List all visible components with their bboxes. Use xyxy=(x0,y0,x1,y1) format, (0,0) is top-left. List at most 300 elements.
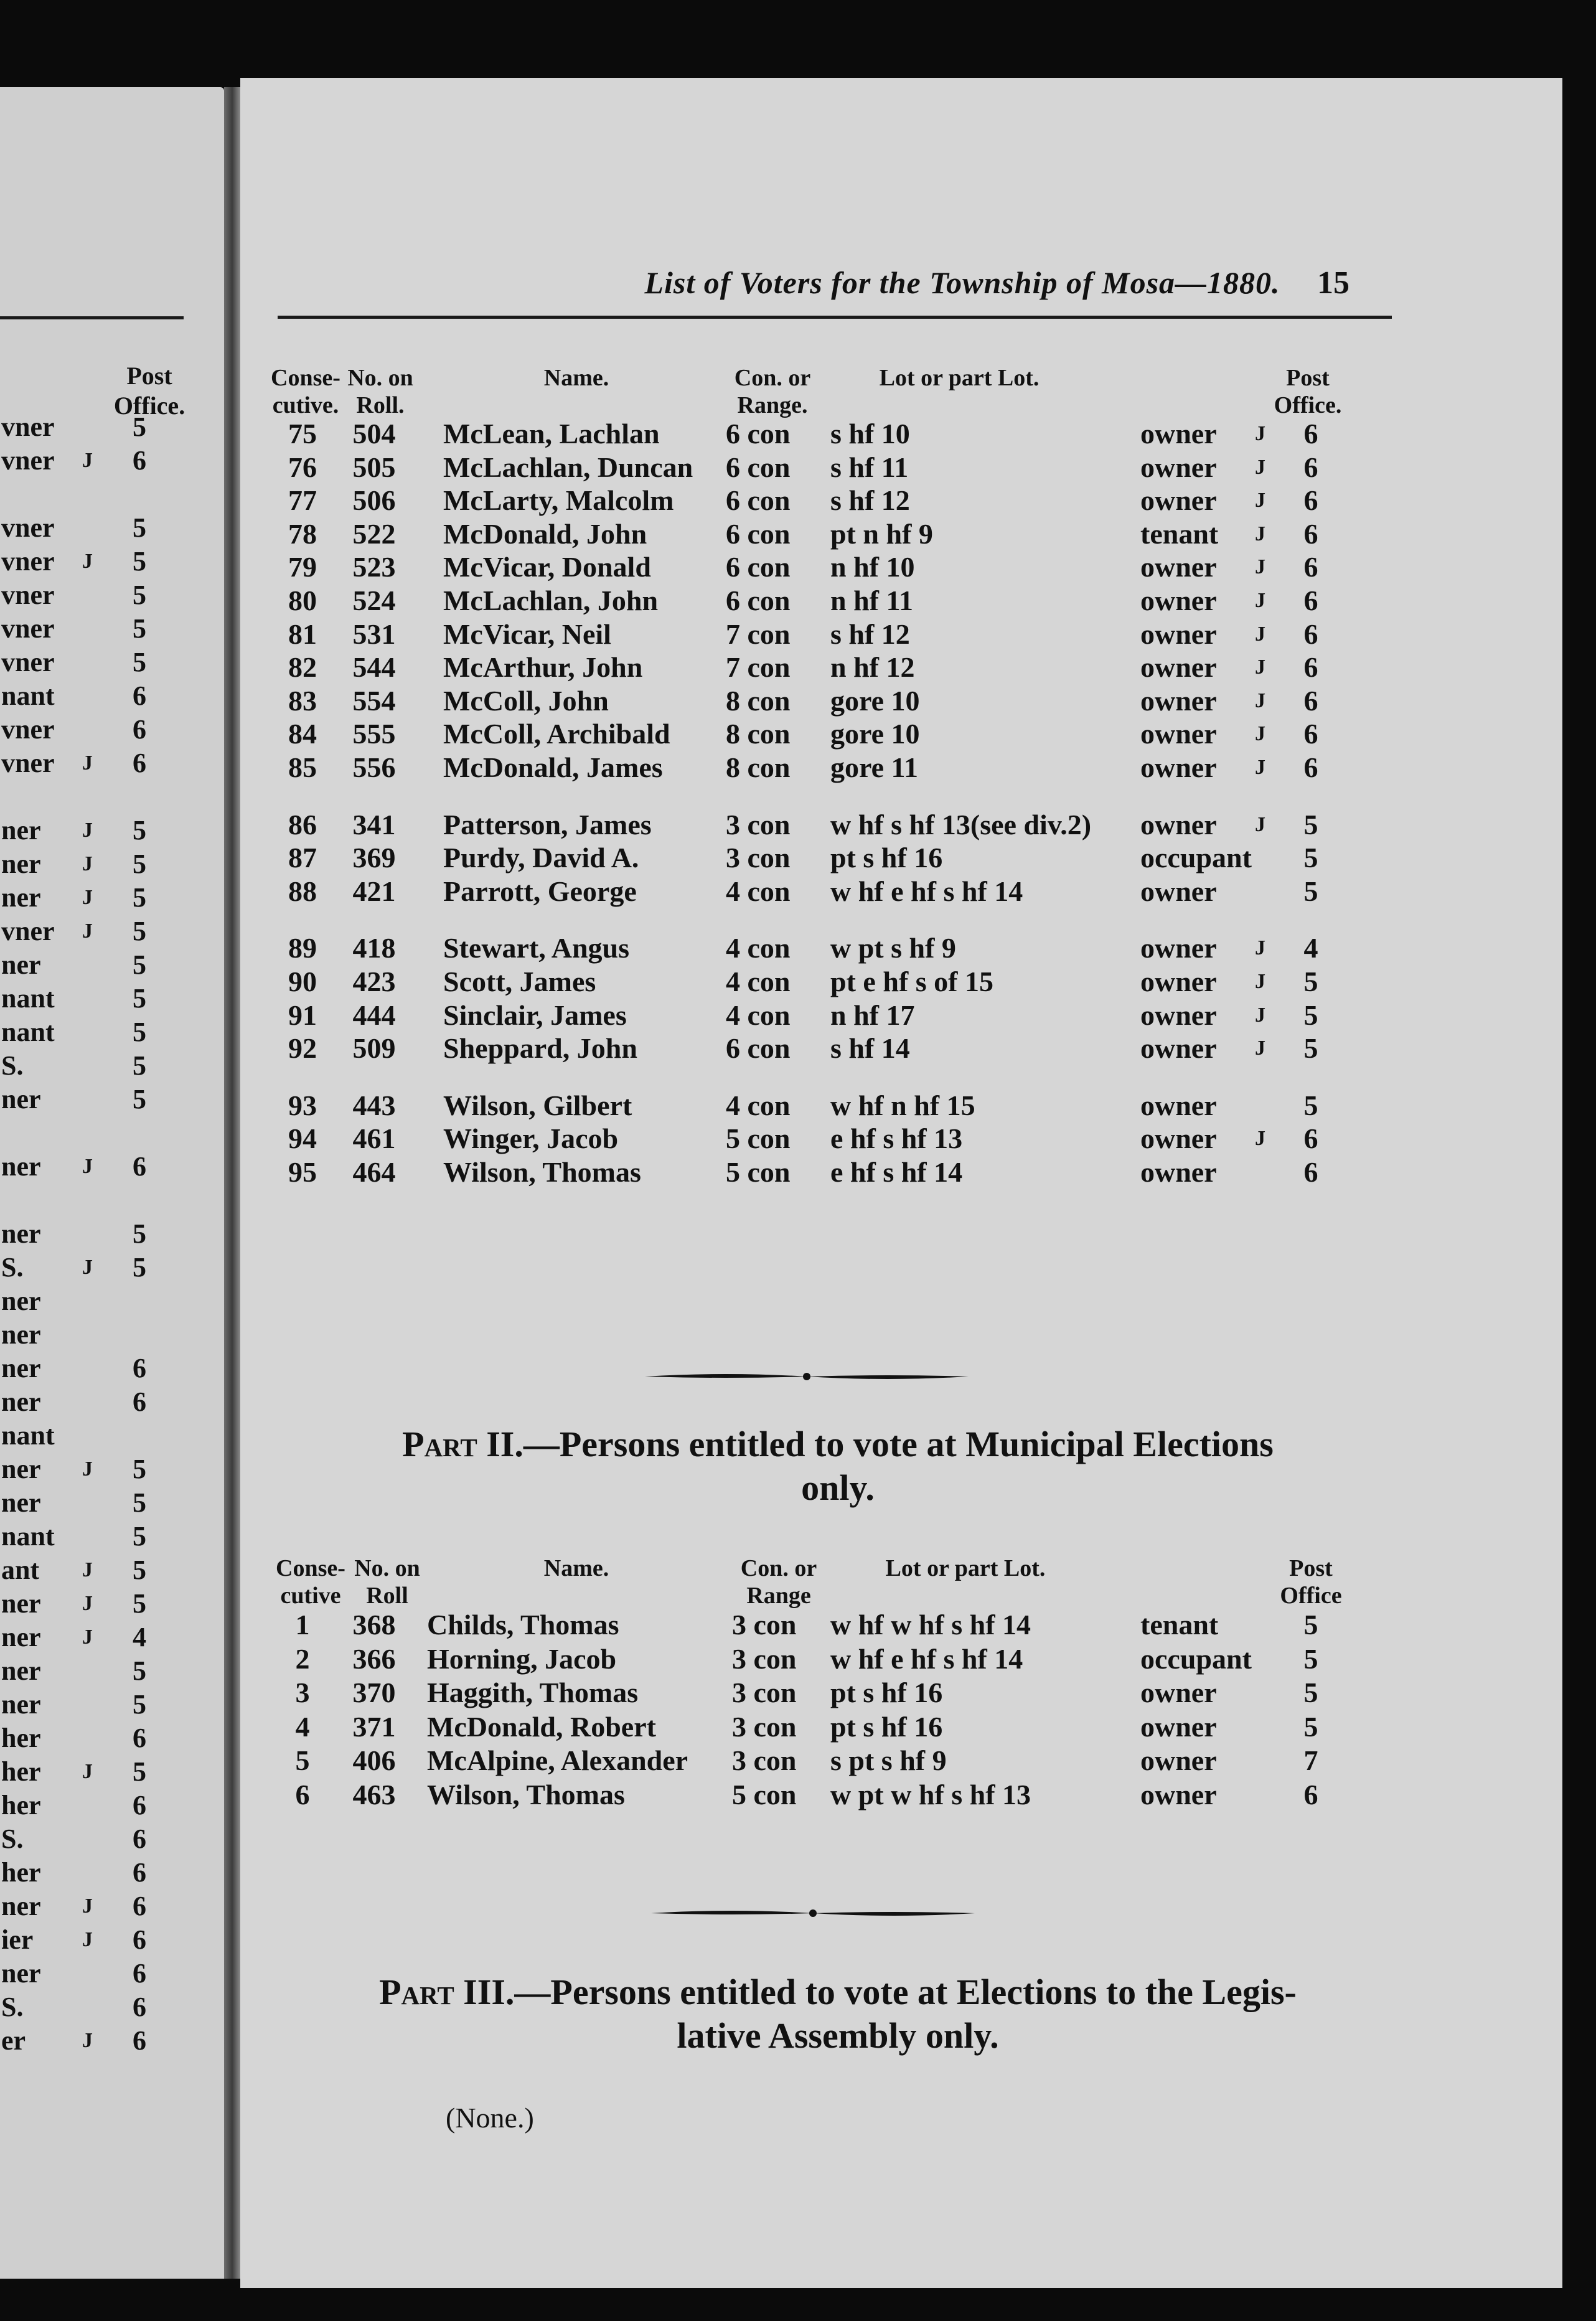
p2-header-lot-text: Lot or part Lot. xyxy=(885,1555,1046,1581)
voter-name: McVicar, Neil xyxy=(443,618,611,650)
voter-name: McVicar, Donald xyxy=(443,551,651,583)
lot-description: e hf s hf 14 xyxy=(830,1156,963,1188)
lot-description: gore 10 xyxy=(830,684,920,717)
left-row-status: vner xyxy=(1,546,55,577)
concession: 6 con xyxy=(726,517,791,550)
left-page-row xyxy=(0,1756,212,1788)
lot-description: w hf e hf s hf 14 xyxy=(830,1642,1023,1675)
left-row-status: her xyxy=(1,1857,41,1888)
lot-description: s hf 12 xyxy=(830,484,910,517)
voter-name: Purdy, David A. xyxy=(443,842,639,874)
left-page-row xyxy=(0,1655,212,1687)
roll-number: 555 xyxy=(352,718,396,750)
voter-status: owner xyxy=(1140,484,1217,517)
left-page-row xyxy=(0,1184,212,1217)
left-row-status: vner xyxy=(1,412,55,442)
left-row-post-office: 5 xyxy=(133,1218,146,1249)
concession: 6 con xyxy=(726,484,791,517)
lot-description: w pt w hf s hf 13 xyxy=(830,1778,1031,1810)
left-page-row xyxy=(0,613,212,645)
juror-flag: J xyxy=(1255,1127,1265,1151)
post-office: 5 xyxy=(1303,1677,1318,1708)
voter-row xyxy=(240,1032,1562,1065)
lot-description: w hf s hf 13(see div.2) xyxy=(830,808,1092,840)
left-page-row xyxy=(0,1251,212,1284)
p2-header-post xyxy=(1274,1555,1348,1609)
roll-number: 523 xyxy=(352,551,396,583)
roll-number: 341 xyxy=(352,808,396,840)
voter-row xyxy=(240,651,1562,684)
consecutive-number: 90 xyxy=(288,966,317,997)
post-office: 6 xyxy=(1303,1123,1318,1155)
voter-status: owner xyxy=(1140,651,1217,684)
concession: 7 con xyxy=(726,651,791,684)
voter-status: owner xyxy=(1140,1744,1217,1776)
left-row-post-office: 5 xyxy=(133,1521,146,1551)
left-page-row xyxy=(0,1487,212,1519)
post-office: 6 xyxy=(1303,751,1318,783)
voter-status: owner xyxy=(1140,618,1217,650)
voter-row xyxy=(240,451,1562,484)
left-page-row xyxy=(0,1789,212,1822)
left-row-post-office: 6 xyxy=(133,1824,146,1854)
p2-header-name-text: Name. xyxy=(543,1555,609,1581)
p1-header-lot-text: Lot or part Lot. xyxy=(879,365,1040,391)
concession: 4 con xyxy=(726,1089,791,1121)
municipal-voter-row xyxy=(240,1778,1562,1812)
post-office: 6 xyxy=(1303,451,1318,483)
left-row-juror-flag: J xyxy=(82,1760,93,1783)
left-row-status: S. xyxy=(1,1252,24,1283)
post-office: 5 xyxy=(1303,808,1318,840)
left-row-post-office: 6 xyxy=(133,445,146,476)
left-row-post-office: 5 xyxy=(133,916,146,946)
roll-number: 369 xyxy=(352,842,396,874)
juror-flag: J xyxy=(1255,555,1265,579)
juror-flag: J xyxy=(1255,1037,1265,1060)
left-row-post-office: 5 xyxy=(133,1555,146,1585)
left-page-row xyxy=(0,478,212,511)
roll-number: 556 xyxy=(352,751,396,783)
consecutive-number: 77 xyxy=(288,484,317,517)
left-row-post-office: 6 xyxy=(133,1924,146,1955)
roll-number: 418 xyxy=(352,932,396,964)
p1-header-con-text: Con. or Range. xyxy=(734,365,811,418)
concession: 5 con xyxy=(726,1123,791,1155)
p1-header-consecutive xyxy=(265,364,346,419)
consecutive-number: 2 xyxy=(295,1642,310,1675)
concession: 8 con xyxy=(726,684,791,717)
left-row-status: nant xyxy=(1,1521,55,1551)
left-row-post-office: 5 xyxy=(133,983,146,1014)
left-row-status: vner xyxy=(1,512,55,543)
consecutive-number: 78 xyxy=(288,517,317,550)
p1-header-post xyxy=(1267,364,1348,419)
post-office: 5 xyxy=(1303,1710,1318,1743)
post-office: 5 xyxy=(1303,875,1318,907)
consecutive-number: 87 xyxy=(288,842,317,874)
left-row-juror-flag: J xyxy=(82,819,93,842)
left-row-post-office: 6 xyxy=(133,2025,146,2056)
ornament-2-dot xyxy=(809,1909,817,1917)
left-row-status: ner xyxy=(1,882,41,913)
roll-number: 370 xyxy=(352,1677,396,1708)
left-row-status: ner xyxy=(1,1319,41,1350)
left-page-row xyxy=(0,411,212,443)
post-office: 5 xyxy=(1303,1089,1318,1121)
left-row-status: vner xyxy=(1,647,55,677)
voter-row xyxy=(240,484,1562,517)
voter-status: occupant xyxy=(1140,1642,1252,1675)
voter-status: owner xyxy=(1140,451,1217,483)
voter-name: McLarty, Malcolm xyxy=(443,484,674,517)
lot-description: s pt s hf 9 xyxy=(830,1744,947,1776)
concession: 3 con xyxy=(726,808,791,840)
part3-title xyxy=(278,1970,1398,2058)
left-row-juror-flag: J xyxy=(82,550,93,573)
consecutive-number: 91 xyxy=(288,999,317,1031)
left-row-status: S. xyxy=(1,1992,24,2022)
roll-number: 421 xyxy=(352,875,396,907)
left-row-post-office: 5 xyxy=(133,949,146,980)
post-office: 7 xyxy=(1303,1744,1318,1776)
left-page-row xyxy=(0,1319,212,1351)
voter-status: owner xyxy=(1140,1032,1217,1065)
left-page-row xyxy=(0,579,212,611)
municipal-voter-row xyxy=(240,1608,1562,1642)
post-office: 6 xyxy=(1303,684,1318,717)
left-page-row xyxy=(0,1991,212,2023)
ornament-rule-2 xyxy=(651,1907,975,1919)
voter-name: McLean, Lachlan xyxy=(443,418,660,450)
juror-flag: J xyxy=(1255,689,1265,712)
consecutive-number: 6 xyxy=(295,1778,310,1810)
left-row-post-office: 6 xyxy=(133,1891,146,1921)
left-row-status: ner xyxy=(1,1689,41,1720)
concession: 6 con xyxy=(726,585,791,616)
concession: 8 con xyxy=(726,751,791,783)
left-page-row xyxy=(0,781,212,813)
voter-name: Wilson, Gilbert xyxy=(443,1089,632,1121)
roll-number: 371 xyxy=(352,1710,396,1743)
voter-name: McAlpine, Alexander xyxy=(427,1744,688,1776)
left-page-row xyxy=(0,1890,212,1923)
roll-number: 504 xyxy=(352,418,396,450)
voter-status: owner xyxy=(1140,808,1217,840)
left-row-status: her xyxy=(1,1723,41,1753)
left-row-post-office: 5 xyxy=(133,815,146,845)
left-page-row xyxy=(0,1386,212,1418)
concession: 4 con xyxy=(726,966,791,997)
left-row-status: ner xyxy=(1,1353,41,1383)
concession: 4 con xyxy=(726,999,791,1031)
concession: 4 con xyxy=(726,875,791,907)
voter-name: McDonald, Robert xyxy=(427,1710,656,1743)
juror-flag: J xyxy=(1255,756,1265,779)
left-page-row xyxy=(0,1419,212,1452)
juror-flag: J xyxy=(1255,1003,1265,1027)
p2-header-roll xyxy=(350,1555,425,1609)
voter-name: Scott, James xyxy=(443,966,596,997)
voters-list-page xyxy=(240,78,1562,2288)
left-row-status: ant xyxy=(1,1555,40,1585)
juror-flag: J xyxy=(1255,455,1265,479)
p1-header-cons-text: Conse- cutive. xyxy=(271,365,340,418)
voter-status: tenant xyxy=(1140,1609,1219,1641)
lot-description: n hf 12 xyxy=(830,651,915,684)
left-row-status: ner xyxy=(1,1286,41,1316)
left-page-row xyxy=(0,545,212,578)
left-row-status: ner xyxy=(1,1084,41,1114)
left-row-post-office: 5 xyxy=(133,1050,146,1081)
voter-name: McColl, John xyxy=(443,684,609,717)
left-page-row xyxy=(0,1453,212,1485)
voter-name: Childs, Thomas xyxy=(427,1609,619,1641)
consecutive-number: 89 xyxy=(288,932,317,964)
left-row-post-office: 6 xyxy=(133,1386,146,1417)
p2-header-con-text: Con. or Range xyxy=(740,1555,817,1609)
voter-status: owner xyxy=(1140,966,1217,997)
left-row-post-office: 6 xyxy=(133,1992,146,2022)
voter-row xyxy=(240,751,1562,784)
left-page-row xyxy=(0,1957,212,1990)
lot-description: pt s hf 16 xyxy=(830,1677,943,1708)
voter-row xyxy=(240,417,1562,451)
left-page-row xyxy=(0,1520,212,1553)
voter-row xyxy=(240,618,1562,651)
left-row-juror-flag: J xyxy=(82,1928,93,1951)
voter-name: McColl, Archibald xyxy=(443,718,670,750)
voter-name: McLachlan, John xyxy=(443,585,659,616)
left-row-post-office: 5 xyxy=(133,580,146,610)
voter-row xyxy=(240,808,1562,842)
left-row-juror-flag: J xyxy=(82,1155,93,1178)
left-row-post-office: 5 xyxy=(133,1756,146,1787)
post-office: 6 xyxy=(1303,651,1318,684)
post-office: 6 xyxy=(1303,1778,1318,1810)
lot-description: e hf s hf 13 xyxy=(830,1123,963,1155)
concession: 3 con xyxy=(732,1609,797,1641)
roll-number: 509 xyxy=(352,1032,396,1065)
voter-status: owner xyxy=(1140,751,1217,783)
lot-description: n hf 11 xyxy=(830,585,913,616)
voter-name: McArthur, John xyxy=(443,651,643,684)
left-row-status: her xyxy=(1,1790,41,1820)
concession: 3 con xyxy=(732,1642,797,1675)
part3-title-rest: —Persons entitled to vote at Elections to the Legis- xyxy=(514,1972,1297,2012)
lot-description: gore 11 xyxy=(830,751,918,783)
post-office: 5 xyxy=(1303,1609,1318,1641)
voter-status: owner xyxy=(1140,875,1217,907)
voter-row xyxy=(240,965,1562,999)
left-row-post-office: 5 xyxy=(133,1252,146,1283)
left-row-post-office: 6 xyxy=(133,1723,146,1753)
roll-number: 524 xyxy=(352,585,396,616)
voter-name: Horning, Jacob xyxy=(427,1642,617,1675)
left-facing-page xyxy=(0,87,224,2279)
voter-status: owner xyxy=(1140,718,1217,750)
left-row-post-office: 6 xyxy=(133,1790,146,1820)
voter-name: Stewart, Angus xyxy=(443,932,630,964)
part2-title-lead: Part II. xyxy=(402,1424,523,1464)
voter-name: McDonald, James xyxy=(443,751,663,783)
consecutive-number: 81 xyxy=(288,618,317,650)
lot-description: pt n hf 9 xyxy=(830,517,933,550)
concession: 8 con xyxy=(726,718,791,750)
post-office: 5 xyxy=(1303,842,1318,874)
post-office: 6 xyxy=(1303,551,1318,583)
post-office: 6 xyxy=(1303,418,1318,450)
book-gutter xyxy=(224,87,240,2279)
roll-number: 366 xyxy=(352,1642,396,1675)
municipal-voter-row xyxy=(240,1744,1562,1777)
left-row-status: nant xyxy=(1,1420,55,1451)
voter-status: owner xyxy=(1140,1156,1217,1188)
voter-row xyxy=(240,717,1562,751)
roll-number: 544 xyxy=(352,651,396,684)
lot-description: w pt s hf 9 xyxy=(830,932,956,964)
p2-header-name xyxy=(514,1555,639,1582)
lot-description: w hf e hf s hf 14 xyxy=(830,875,1023,907)
voter-row xyxy=(240,931,1562,965)
voter-status: owner xyxy=(1140,1710,1217,1743)
roll-number: 464 xyxy=(352,1156,396,1188)
roll-number: 423 xyxy=(352,966,396,997)
roll-number: 554 xyxy=(352,684,396,717)
left-row-post-office: 5 xyxy=(133,1689,146,1720)
voter-status: owner xyxy=(1140,1677,1217,1708)
voter-name: Sinclair, James xyxy=(443,999,627,1031)
left-page-row xyxy=(0,1722,212,1754)
left-row-post-office: 6 xyxy=(133,1857,146,1888)
lot-description: s hf 14 xyxy=(830,1032,910,1065)
part3-title-line2: lative Assembly only. xyxy=(677,2015,999,2056)
p2-header-con xyxy=(726,1555,832,1609)
left-row-status: vner xyxy=(1,714,55,745)
left-page-row xyxy=(0,1117,212,1149)
left-row-post-office: 5 xyxy=(133,546,146,577)
left-page-row xyxy=(0,747,212,779)
left-page-row xyxy=(0,1218,212,1250)
roll-number: 506 xyxy=(352,484,396,517)
voter-status: owner xyxy=(1140,1123,1217,1155)
post-office: 6 xyxy=(1303,484,1318,517)
lot-description: s hf 12 xyxy=(830,618,910,650)
header-rule xyxy=(278,316,1392,319)
left-row-juror-flag: J xyxy=(82,1256,93,1279)
consecutive-number: 93 xyxy=(288,1089,317,1121)
roll-number: 406 xyxy=(352,1744,396,1776)
lot-description: pt e hf s of 15 xyxy=(830,966,993,997)
juror-flag: J xyxy=(1255,656,1265,679)
left-row-post-office: 6 xyxy=(133,714,146,745)
left-row-status: S. xyxy=(1,1824,24,1854)
voter-row xyxy=(240,1122,1562,1156)
left-row-juror-flag: J xyxy=(82,751,93,774)
p1-header-roll xyxy=(346,364,415,419)
left-page-row xyxy=(0,1588,212,1620)
concession: 6 con xyxy=(726,551,791,583)
voter-status: owner xyxy=(1140,418,1217,450)
roll-number: 522 xyxy=(352,517,396,550)
roll-number: 531 xyxy=(352,618,396,650)
part2-title-line2: only. xyxy=(801,1467,875,1508)
voter-name: Wilson, Thomas xyxy=(427,1778,625,1810)
left-row-post-office: 5 xyxy=(133,1017,146,1047)
left-page-row xyxy=(0,1823,212,1855)
municipal-voter-row xyxy=(240,1676,1562,1710)
p1-header-lot xyxy=(857,364,1062,392)
voter-status: owner xyxy=(1140,1089,1217,1121)
left-row-status: ner xyxy=(1,1454,41,1484)
page-number: 15 xyxy=(1317,265,1350,301)
lot-description: n hf 17 xyxy=(830,999,915,1031)
left-row-juror-flag: J xyxy=(82,920,93,943)
consecutive-number: 84 xyxy=(288,718,317,750)
post-office: 6 xyxy=(1303,517,1318,550)
p1-header-name-text: Name. xyxy=(543,365,609,391)
left-page-row xyxy=(0,915,212,948)
left-post-header-line2: Office. xyxy=(113,392,185,420)
voter-row xyxy=(240,550,1562,584)
left-row-status: nant xyxy=(1,680,55,711)
left-row-juror-flag: J xyxy=(82,1895,93,1918)
left-row-post-office: 5 xyxy=(133,849,146,879)
left-row-post-office: 5 xyxy=(133,647,146,677)
left-row-status: vner xyxy=(1,748,55,778)
left-page-row xyxy=(0,1554,212,1586)
voter-name: McLachlan, Duncan xyxy=(443,451,693,483)
left-page-row xyxy=(0,848,212,880)
p2-header-post-text: Post Office xyxy=(1280,1555,1342,1609)
post-office: 6 xyxy=(1303,618,1318,650)
consecutive-number: 82 xyxy=(288,651,317,684)
consecutive-number: 76 xyxy=(288,451,317,483)
ornament-1-dot xyxy=(803,1373,810,1380)
left-row-status: ner xyxy=(1,949,41,980)
juror-flag: J xyxy=(1255,489,1265,512)
left-post-header-line1: Post xyxy=(126,362,172,390)
municipal-voter-row xyxy=(240,1710,1562,1744)
left-page-row xyxy=(0,882,212,914)
voter-name: McDonald, John xyxy=(443,517,647,550)
ornament-rule-1 xyxy=(645,1370,969,1383)
left-row-juror-flag: J xyxy=(82,1626,93,1649)
left-row-juror-flag: J xyxy=(82,2029,93,2052)
post-office: 6 xyxy=(1303,585,1318,616)
left-row-juror-flag: J xyxy=(82,886,93,909)
left-row-status: her xyxy=(1,1756,41,1787)
voter-status: owner xyxy=(1140,684,1217,717)
consecutive-number: 86 xyxy=(288,808,317,840)
lot-description: s hf 11 xyxy=(830,451,909,483)
post-office: 4 xyxy=(1303,932,1318,964)
left-row-status: vner xyxy=(1,580,55,610)
left-page-row xyxy=(0,2025,212,2057)
voter-row xyxy=(240,875,1562,908)
left-row-status: ner xyxy=(1,1218,41,1249)
left-page-row xyxy=(0,1285,212,1317)
voter-name: Patterson, James xyxy=(443,808,652,840)
left-row-post-office: 6 xyxy=(133,1958,146,1989)
voter-row xyxy=(240,684,1562,718)
voter-status: occupant xyxy=(1140,842,1252,874)
left-row-status: vner xyxy=(1,916,55,946)
p2-header-consecutive xyxy=(270,1555,351,1609)
left-page-rule xyxy=(0,316,184,319)
left-row-juror-flag: J xyxy=(82,1592,93,1615)
left-row-post-office: 5 xyxy=(133,1588,146,1619)
